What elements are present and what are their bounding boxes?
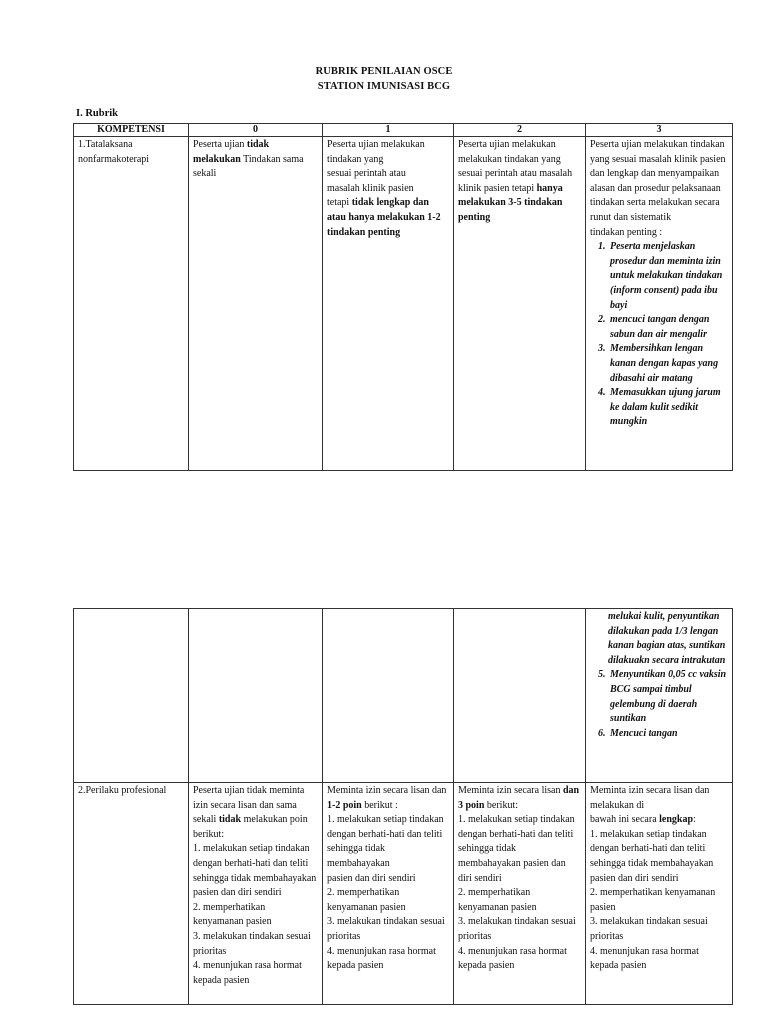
score-2-cell: Meminta izin secara lisan dan 3 poin berikut: 1. melakukan setiap tindakan dengan berhati-hati dan teliti sehingga tidak membahayakan pasien dan diri sendiri 2. memperhatikan kenyamanan pasien 3. melakukan tindakan sesuai prioritas 4. menunjukan rasa hormat kepada pasien [454,783,586,1005]
kompetensi-cell [74,609,189,783]
score-0-cell: Peserta ujian tidak melakukan Tindakan sama sekali [189,137,323,471]
list-item: pasien dan diri sendiri [327,872,416,884]
list-item: 4. menunjukan rasa hormat kepada pasien [327,945,436,972]
score-2-cell: Peserta ujian melakukan melakukan tindakan yang sesuai perintah atau masalah klinik pasien tetapi hanya melakukan 3-5 tindakan penting [454,137,586,471]
list-item: 2. memperhatikan kenyamanan pasien [458,887,537,913]
list-item: 3. melakukan tindakan sesuai prioritas [327,916,445,942]
header-score-3: 3 [586,124,733,137]
list-item: 2. memperhatikan kenyamanan pasien [193,901,272,928]
table-row [74,137,733,471]
score-0-cell: Peserta ujian tidak meminta izin secara lisan dan sama sekali tidak melakukan poin berikut: 1. melakukan setiap tindakan dengan berhati-hati dan teliti sehingga tidak membahayakan pasien dan diri sendiri 2. memperhatikan kenyamanan pasien 3. melakukan tindakan sesuai prioritas 4. menunjukan rasa hormat kepada pasien [189,783,323,1005]
list-item: sehingga tidak membahayakan [327,843,390,869]
score-3-cell: Meminta izin secara lisan dan melakukan di bawah ini secara lengkap: 1. melakukan setiap tindakan dengan berhati-hati dan teliti sehingga tidak membahayakan pasien dan diri sendiri 2. memperhatikan kenyamanan pasien 3. melakukan tindakan sesuai prioritas 4. menunjukan rasa hormat kepada pasien [586,783,733,1005]
score-0-cell [189,609,323,783]
list-item: 1. Peserta menjelaskan prosedur dan meminta izin untuk melakukan tindakan (inform consent) pada ibu bayi [608,240,728,313]
list-item: 3. melakukan tindakan sesuai prioritas [458,916,576,942]
list-item: 4. Memasukkan ujung jarum ke dalam kulit sedikit mungkin [608,386,728,430]
table-row [74,609,733,783]
kompetensi-cell: 2.Perilaku profesional [74,783,189,1005]
list-item: 2. mencuci tangan dengan sabun dan air mengalir [608,313,728,342]
header-row [74,124,733,137]
list-item: 1. melakukan setiap tindakan dengan berhati-hati dan teliti sehingga tidak membahayakan pasien dan diri sendiri [193,843,317,899]
table-row [74,783,733,1005]
score-1-cell: Meminta izin secara lisan dan 1-2 poin berikut : 1. melakukan setiap tindakan dengan berhati-hati dan teliti sehingga tidak membahayakan pasien dan diri sendiri 2. memperhatikan kenyamanan pasien 3. melakukan tindakan sesuai prioritas 4. menunjukan rasa hormat kepada pasien [323,783,454,1005]
list-item: 1. melakukan setiap tindakan dengan berhati-hati dan teliti sehingga tidak membahayakan pasien dan diri sendiri [590,828,714,884]
doc-title: RUBRIK PENILAIAN OSCE [315,66,453,77]
list-item: 4. menunjukan rasa hormat kepada pasien [590,945,699,972]
list-item: 4. menunjukan rasa hormat kepada pasien [193,960,302,986]
doc-subtitle: STATION IMUNISASI BCG [317,81,451,92]
list-item: 2. memperhatikan kenyamanan pasien [590,887,716,913]
list-item: 3. Membersihkan lengan kanan dengan kapas yang dibasahi air matang [608,342,728,386]
list-item: 2. memperhatikan kenyamanan pasien [327,887,406,913]
score-1-cell [323,609,454,783]
score-2-cell [454,609,586,783]
list-item: 4. menunjukan rasa hormat kepada pasien [458,945,567,972]
score-3-cell: melukai kulit, penyuntikan dilakukan pada 1/3 lengan kanan bagian atas, suntikan dilakuakn secara intrakutan 5. Menyuntikan 0,05 cc vaksin BCG sampai timbul gelembung di daerah suntikan 6. Mencuci tangan [586,609,733,783]
header-kompetensi: KOMPETENSI [74,124,189,137]
rubric-table-part-1 [73,123,733,471]
list-item: 5. Menyuntikan 0,05 cc vaksin BCG sampai timbul gelembung di daerah suntikan [608,668,728,726]
header-score-1: 1 [323,124,454,137]
rubric-table-part-2 [73,608,733,1005]
list-item: 6. Mencuci tangan [608,727,728,742]
score-1-cell: Peserta ujian melakukan tindakan yang sesuai perintah atau masalah klinik pasien tetapi tidak lengkap dan atau hanya melakukan 1-2 tindakan penting [323,137,454,471]
list-item: 3. melakukan tindakan sesuai prioritas [193,930,311,957]
list-item: 3. melakukan tindakan sesuai prioritas [590,916,708,942]
section-heading: I. Rubrik [76,108,119,119]
score-3-cell: Peserta ujian melakukan tindakan yang sesuai masalah klinik pasien dan lengkap dan menyampaikan alasan dan prosedur pelaksanaan tindakan serta melakukan secara runut dan sistematik tindakan penting : 1. Peserta menjelaskan prosedur dan meminta izin untuk melakukan tindakan (inform consent) pada ibu bayi 2. mencuci tangan dengan sabun dan air mengalir 3. Membersihkan lengan kanan dengan kapas yang dibasahi air matang 4. Memasukkan ujung jarum ke dalam kulit sedikit mungkin [586,137,733,471]
list-item: 1. melakukan setiap tindakan [327,814,444,826]
kompetensi-cell: 1.Tatalaksana nonfarmakoterapi [74,137,189,471]
header-score-2: 2 [454,124,586,137]
list-item: 1. melakukan setiap tindakan dengan berhati-hati dan teliti sehingga tidak membahayakan pasien dan diri sendiri [458,814,575,884]
list-item: dengan berhati-hati dan teliti [327,828,443,840]
header-score-0: 0 [189,124,323,137]
